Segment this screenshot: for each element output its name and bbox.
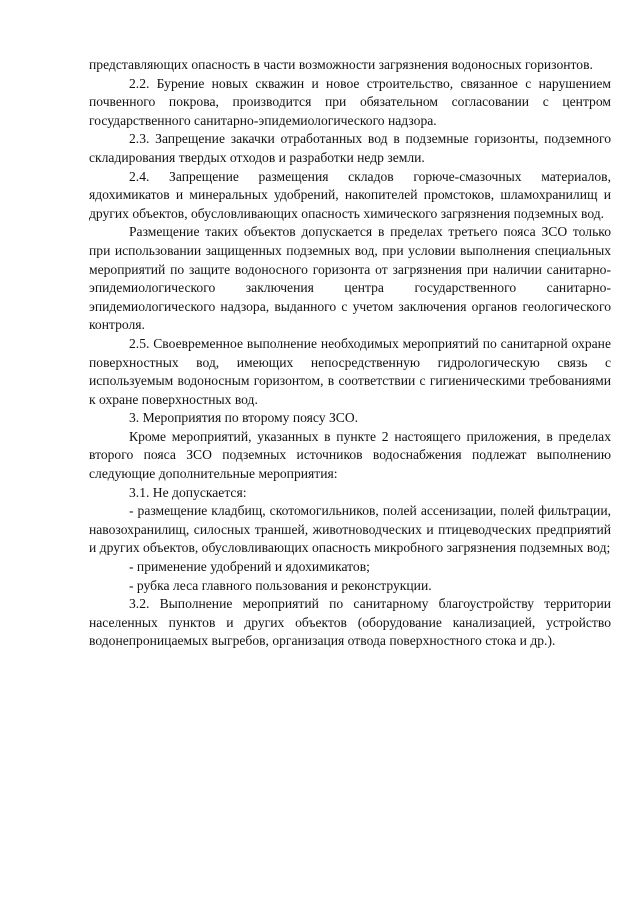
paragraph-2-4: 2.4. Запрещение размещения складов горюче-смазочных материалов, ядохимикатов и минеральных удобрений, накопителей промстоков, шламохранилищ и других объектов, обусловливающих опасность химического загрязнения подземных вод. — [89, 168, 611, 221]
paragraph-2-5: 2.5. Своевременное выполнение необходимых мероприятий по санитарной охране поверхностных вод, имеющих непосредственную гидрологическую связь с используемым водоносным горизонтом, в соответствии с гигиеническими требованиями к охране поверхностных вод. — [89, 335, 611, 407]
paragraph-intro-3: Кроме мероприятий, указанных в пункте 2 настоящего приложения, в пределах второго пояса ЗСО подземных источников водоснабжения подлежат выполнению следующие дополнительные мероприятия: — [89, 428, 611, 482]
paragraph-placement: Размещение таких объектов допускается в пределах третьего пояса ЗСО только при использовании защищенных подземных вод, при условии выполнения специальных мероприятий по защите водоносного горизонта от загрязнения при наличии санитарно-эпидемиологического заключения центра государственного санитарно-эпидемиологического надзора, выданного с учетом заключения органов геологического контроля. — [89, 224, 611, 333]
section-heading-3: 3. Мероприятия по второму поясу ЗСО. — [129, 410, 359, 426]
paragraph-2-3: 2.3. Запрещение закачки отработанных вод в подземные горизонты, подземного складирования твердых отходов и разработки недр земли. — [89, 131, 611, 165]
paragraph-3-1: 3.1. Не допускается: — [129, 484, 247, 500]
list-item-fertilizers: - применение удобрений и ядохимикатов; — [129, 559, 370, 575]
paragraph-3-2: 3.2. Выполнение мероприятий по санитарному благоустройству территории населенных пунктов и других объектов (оборудование канализацией, устройство водонепроницаемых выгребов, организация отвода поверхностного стока и др.). — [89, 596, 611, 649]
paragraph-2-2: 2.2. Бурение новых скважин и новое строительство, связанное с нарушением почвенного покрова, производится при обязательном согласовании с центром государственного санитарно-эпидемиологического надзора. — [89, 75, 611, 128]
list-item-cemeteries: - размещение кладбищ, скотомогильников, полей ассенизации, полей фильтрации, навозохранилищ, силосных траншей, животноводческих и птицеводческих предприятий и других объектов, обусловливающих опасность микробного загрязнения подземных вод; — [89, 503, 611, 556]
paragraph-continuation: представляющих опасность в части возможности загрязнения водоносных горизонтов. — [89, 57, 593, 72]
list-item-logging: - рубка леса главного пользования и реконструкции. — [129, 577, 432, 593]
document-body — [89, 56, 611, 651]
